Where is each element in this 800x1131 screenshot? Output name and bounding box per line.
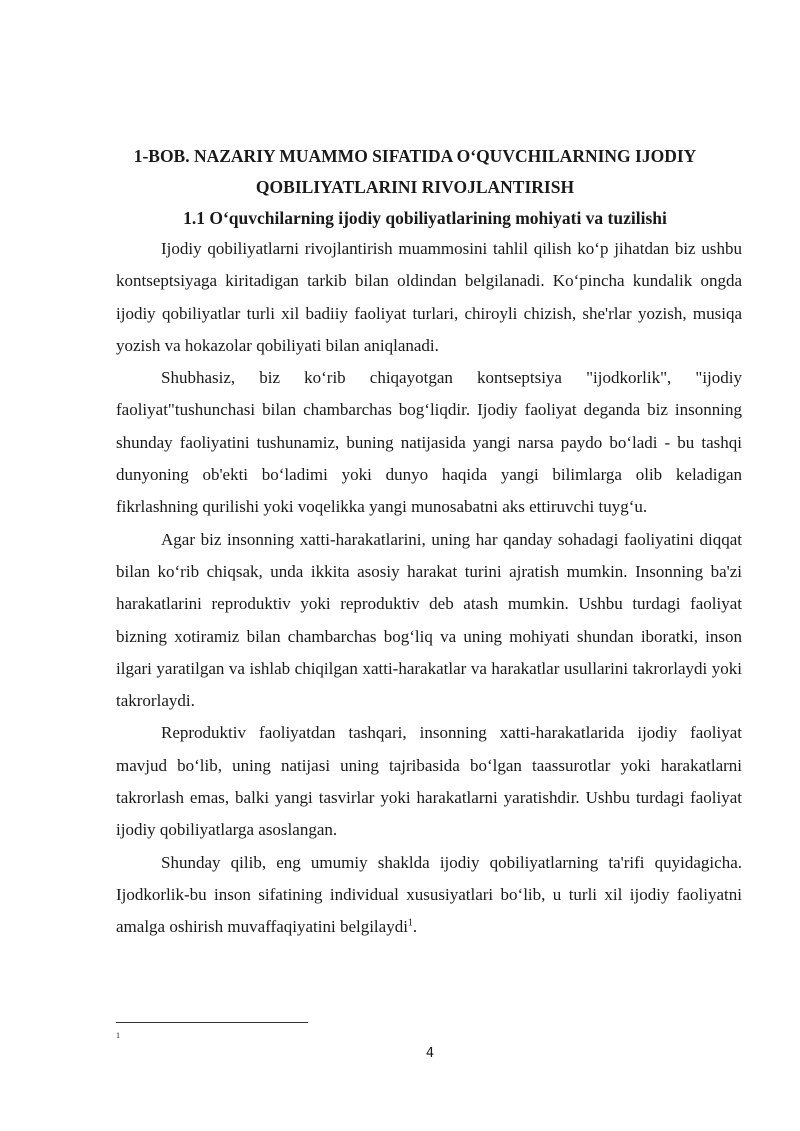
footnote-separator [116,1022,308,1023]
footnote-number: 1 [116,1031,120,1040]
section-title: 1.1 O‘quvchilarning ijodiy qobiliyatlarining mohiyati va tuzilishi [183,208,667,228]
chapter-title: 1-BOB. NAZARIY MUAMMO SIFATIDA O‘QUVCHILARNING IJODIY QOBILIYATLARINI RIVOJLANTIRISH [133,146,697,197]
paragraph-text: Shunday qilib, eng umumiy shaklda ijodiy qobiliyatlarning ta'rifi quyidagicha. Ijodkorlik-bu inson sifatining individual xususiyatlari bo‘lib, u turli xil ijodiy faoliyatni amalga oshirish muvaffaqiyatini belgilaydi [116,852,742,937]
paragraph-end: . [412,917,418,937]
paragraph: Ijodiy qobiliyatlarni rivojlantirish muammosini tahlil qilish ko‘p jihatdan biz ushbu kontseptsiyaga kiritadigan tarkib bilan oldindan belgilanadi. Ko‘pincha kundalik ongda ijodiy qobiliyatlar turli xil badiiy faoliyat turlari, chiroyli chizish, she'rlar yozish, musiqa yozish va hokazolar qobiliyati bilan aniqlanadi. [116,239,742,355]
footnote-reference[interactable]: 1 [407,917,413,929]
page-number: 4 [425,1046,435,1061]
paragraph: Shubhasiz, biz ko‘rib chiqayotgan kontseptsiya "ijodkorlik", "ijodiy faoliyat"tushunchasi bilan chambarchas bog‘liqdir. Ijodiy faoliyat deganda biz insonning shunday faoliyatini tushunamiz, buning natijasida yangi narsa paydo bo‘ladi - bu tashqi dunyoning ob'ekti bo‘ladimi yoki dunyo haqida yangi bilimlarga olib keladigan fikrlashning qurilishi yoki voqelikka yangi munosabatni aks ettiruvchi tuyg‘u. [116,368,742,517]
paragraph-last [116,847,742,944]
body-text [116,233,742,944]
paragraph: Agar biz insonning xatti-harakatlarini, uning har qanday sohadagi faoliyatini diqqat bilan ko‘rib chiqsak, unda ikkita asosiy harakat turini ajratish mumkin. Insonning ba'zi harakatlarini reproduktiv yoki reproduktiv deb atash mumkin. Ushbu turdagi faoliyat bizning xotiramiz bilan chambarchas bog‘liq va uning mohiyati shundan iboratki, inson ilgari yaratilgan va ishlab chiqilgan xatti-harakatlar va harakatlar usullarini takrorlaydi yoki takrorlaydi. [116,529,742,711]
paragraph: Reproduktiv faoliyatdan tashqari, insonning xatti-harakatlarida ijodiy faoliyat mavjud bo‘lib, uning natijasi uning tajribasida bo‘lgan taassurotlar yoki harakatlarni takrorlash emas, balki yangi tasvirlar yoki harakatlarni yaratishdir. Ushbu turdagi faoliyat ijodiy qobiliyatlarga asoslangan. [116,723,742,840]
